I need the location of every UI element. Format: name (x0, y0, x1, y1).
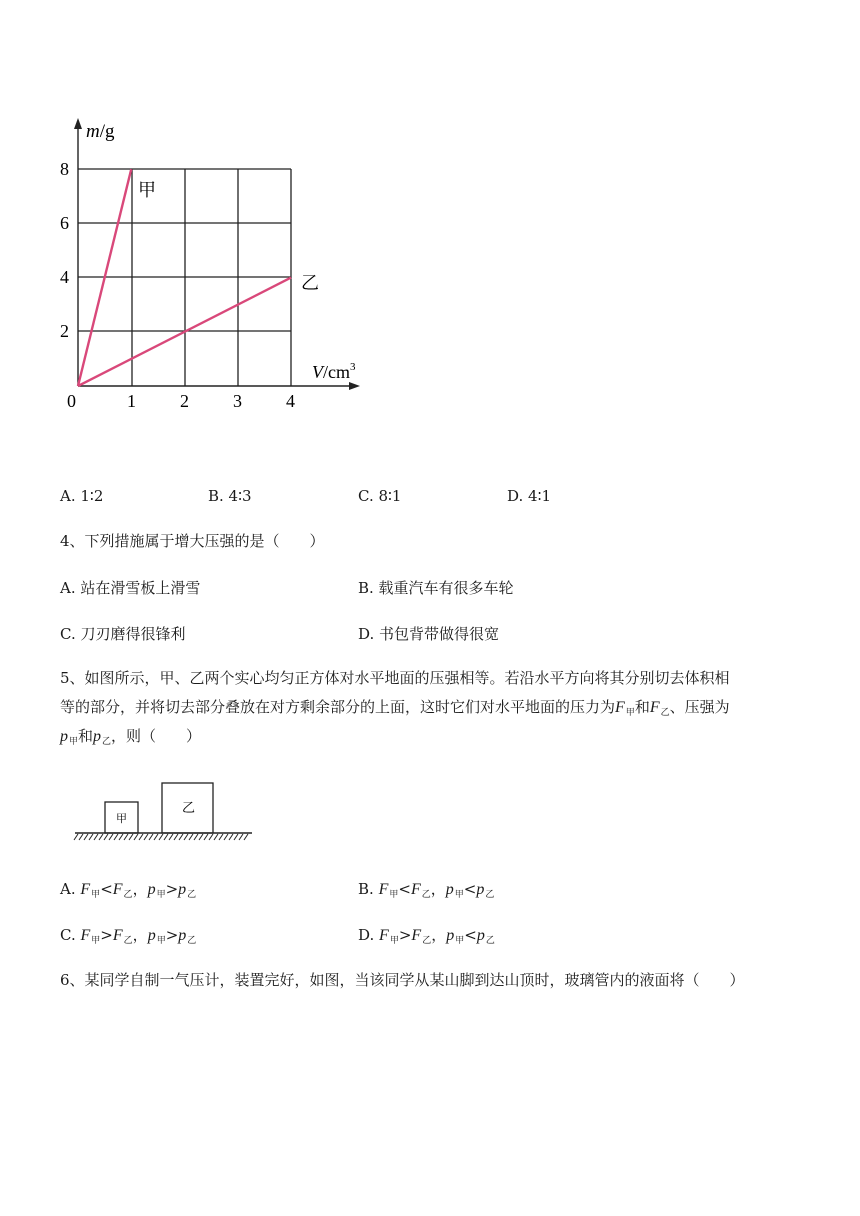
y-tick-label: 6 (60, 213, 69, 233)
graph-grid (78, 169, 291, 386)
q3-option-c: C. 8∶1 (358, 487, 402, 505)
origin-label: 0 (67, 391, 76, 411)
q4-option-a: A. 站在滑雪板上滑雪 (60, 579, 201, 597)
cube-jia-label: 甲 (116, 813, 127, 825)
x-tick-label: 1 (127, 391, 136, 411)
y-axis-label: m/g (86, 121, 115, 142)
line-yi-label: 乙 (301, 273, 319, 293)
q5-cubes-figure (70, 778, 260, 844)
y-tick-label: 4 (60, 267, 69, 287)
q3-option-b: B. 4∶3 (208, 487, 252, 505)
q5-option-d: D. $F_甲>F_乙$，$p_甲<p_乙$ (358, 926, 495, 946)
line-jia-label: 甲 (138, 180, 156, 200)
q3-option-a: A. 1∶2 (60, 487, 104, 505)
cube-yi-label: 乙 (182, 800, 196, 815)
x-tick-label: 3 (233, 391, 242, 411)
ground-hatching (74, 834, 248, 840)
q5-option-a: A. $F_甲<F_乙$，$p_甲>p_乙$ (60, 880, 197, 900)
q6-stem: 6、某同学自制一气压计，装置完好，如图，当该同学从某山脚到达山顶时，玻璃管内的液面将（ ） (60, 971, 745, 989)
q3-option-d: D. 4∶1 (507, 487, 552, 505)
y-tick-label: 8 (60, 159, 69, 179)
x-axis-label: $V/cm^3$ (312, 361, 356, 382)
q5-option-c: C. $F_甲>F_乙$，$p_甲>p_乙$ (60, 926, 197, 946)
q5-stem-line3: $p_甲$和$p_乙$，则（ ） (60, 727, 202, 747)
q5-stem-line1: 5、如图所示，甲、乙两个实心均匀正方体对水平地面的压强相等。若沿水平方向将其分别切去体积相 (60, 669, 730, 687)
q4-option-b: B. 载重汽车有很多车轮 (358, 579, 514, 597)
y-tick-label: 2 (60, 321, 69, 341)
q5-option-b: B. $F_甲<F_乙$，$p_甲<p_乙$ (358, 880, 495, 900)
q4-option-c: C. 刀刃磨得很锋利 (60, 625, 186, 643)
q5-stem-line2: 等的部分，并将切去部分叠放在对方剩余部分的上面，这时它们对水平地面的压力为$F_甲$和$F_乙$、压强为 (60, 698, 730, 718)
mass-volume-graph (50, 110, 380, 420)
q4-option-d: D. 书包背带做得很宽 (358, 625, 500, 643)
x-tick-label: 2 (180, 391, 189, 411)
q4-stem: 4、下列措施属于增大压强的是（ ） (60, 532, 325, 550)
graph-axes (74, 118, 360, 390)
x-tick-label: 4 (286, 391, 295, 411)
